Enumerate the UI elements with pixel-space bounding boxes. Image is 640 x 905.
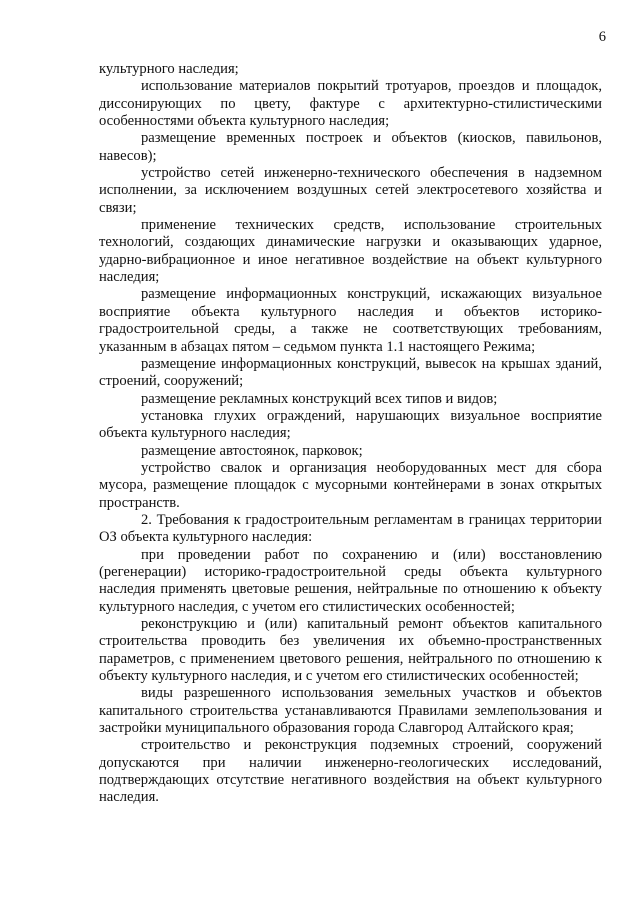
paragraph: культурного наследия; [99,61,239,77]
paragraph: строительство и реконструкция подземных строений, сооружений допускаются при наличии инженерно-геологических исследований, подтверждающих отсутствие негативного воздействия на объект культурного наследия. [99,737,602,806]
paragraph: при проведении работ по сохранению и (или) восстановлению (регенерации) историко-градостроительной среды объекта культурного наследия применять цветовые решения, нейтральные по отношению к объекту культурного наследия, с учетом его стилистических особенностей; [99,546,602,615]
paragraph: размещение информационных конструкций, вывесок на крышах зданий, строений, сооружений; [99,355,602,390]
paragraph: 2. Требования к градостроительным регламентам в границах территории ОЗ объекта культурного наследия: [99,511,602,546]
paragraph: устройство свалок и организация необорудованных мест для сбора мусора, размещение площадок с мусорными контейнерами в зонах открытых пространств. [99,459,602,511]
paragraph: использование материалов покрытий тротуаров, проездов и площадок, диссонирующих по цвету, фактуре с архитектурно-стилистическими особенностями объекта культурного наследия; [99,78,602,130]
paragraph: виды разрешенного использования земельных участков и объектов капитального строительства устанавливаются Правилами землепользования и застройки муниципального образования города Славгород Алтайского края; [99,685,602,737]
paragraph: применение технических средств, использование строительных технологий, создающих динамические нагрузки и оказывающих ударное, ударно-вибрационное и иное негативное воздействие на объект культурного наследия; [99,217,602,286]
paragraph: реконструкцию и (или) капитальный ремонт объектов капитального строительства проводить без увеличения их объемно-пространственных параметров, с применением цветового решения, нейтрального по отношению к объекту культурного наследия, и с учетом его стилистических особенностей; [99,616,602,685]
paragraph: размещение рекламных конструкций всех типов и видов; [141,390,498,407]
paragraph: размещение информационных конструкций, искажающих визуальное восприятие объекта культурного наследия и объектов историко-градостроительной среды, а также не соответствующих требованиям, указанным в абзацах пятом – седьмом пункта 1.1 настоящего Режима; [99,286,602,355]
paragraph: установка глухих ограждений, нарушающих визуальное восприятие объекта культурного наследия; [99,407,602,442]
page-number: 6 [598,29,606,45]
paragraph: размещение временных построек и объектов (киосков, павильонов, навесов); [99,130,602,164]
document-body [99,61,602,807]
paragraph: устройство сетей инженерно-технического обеспечения в надземном исполнении, за исключением воздушных сетей электросетевого хозяйства и связи; [99,165,602,216]
paragraph: размещение автостоянок, парковок; [141,442,363,459]
